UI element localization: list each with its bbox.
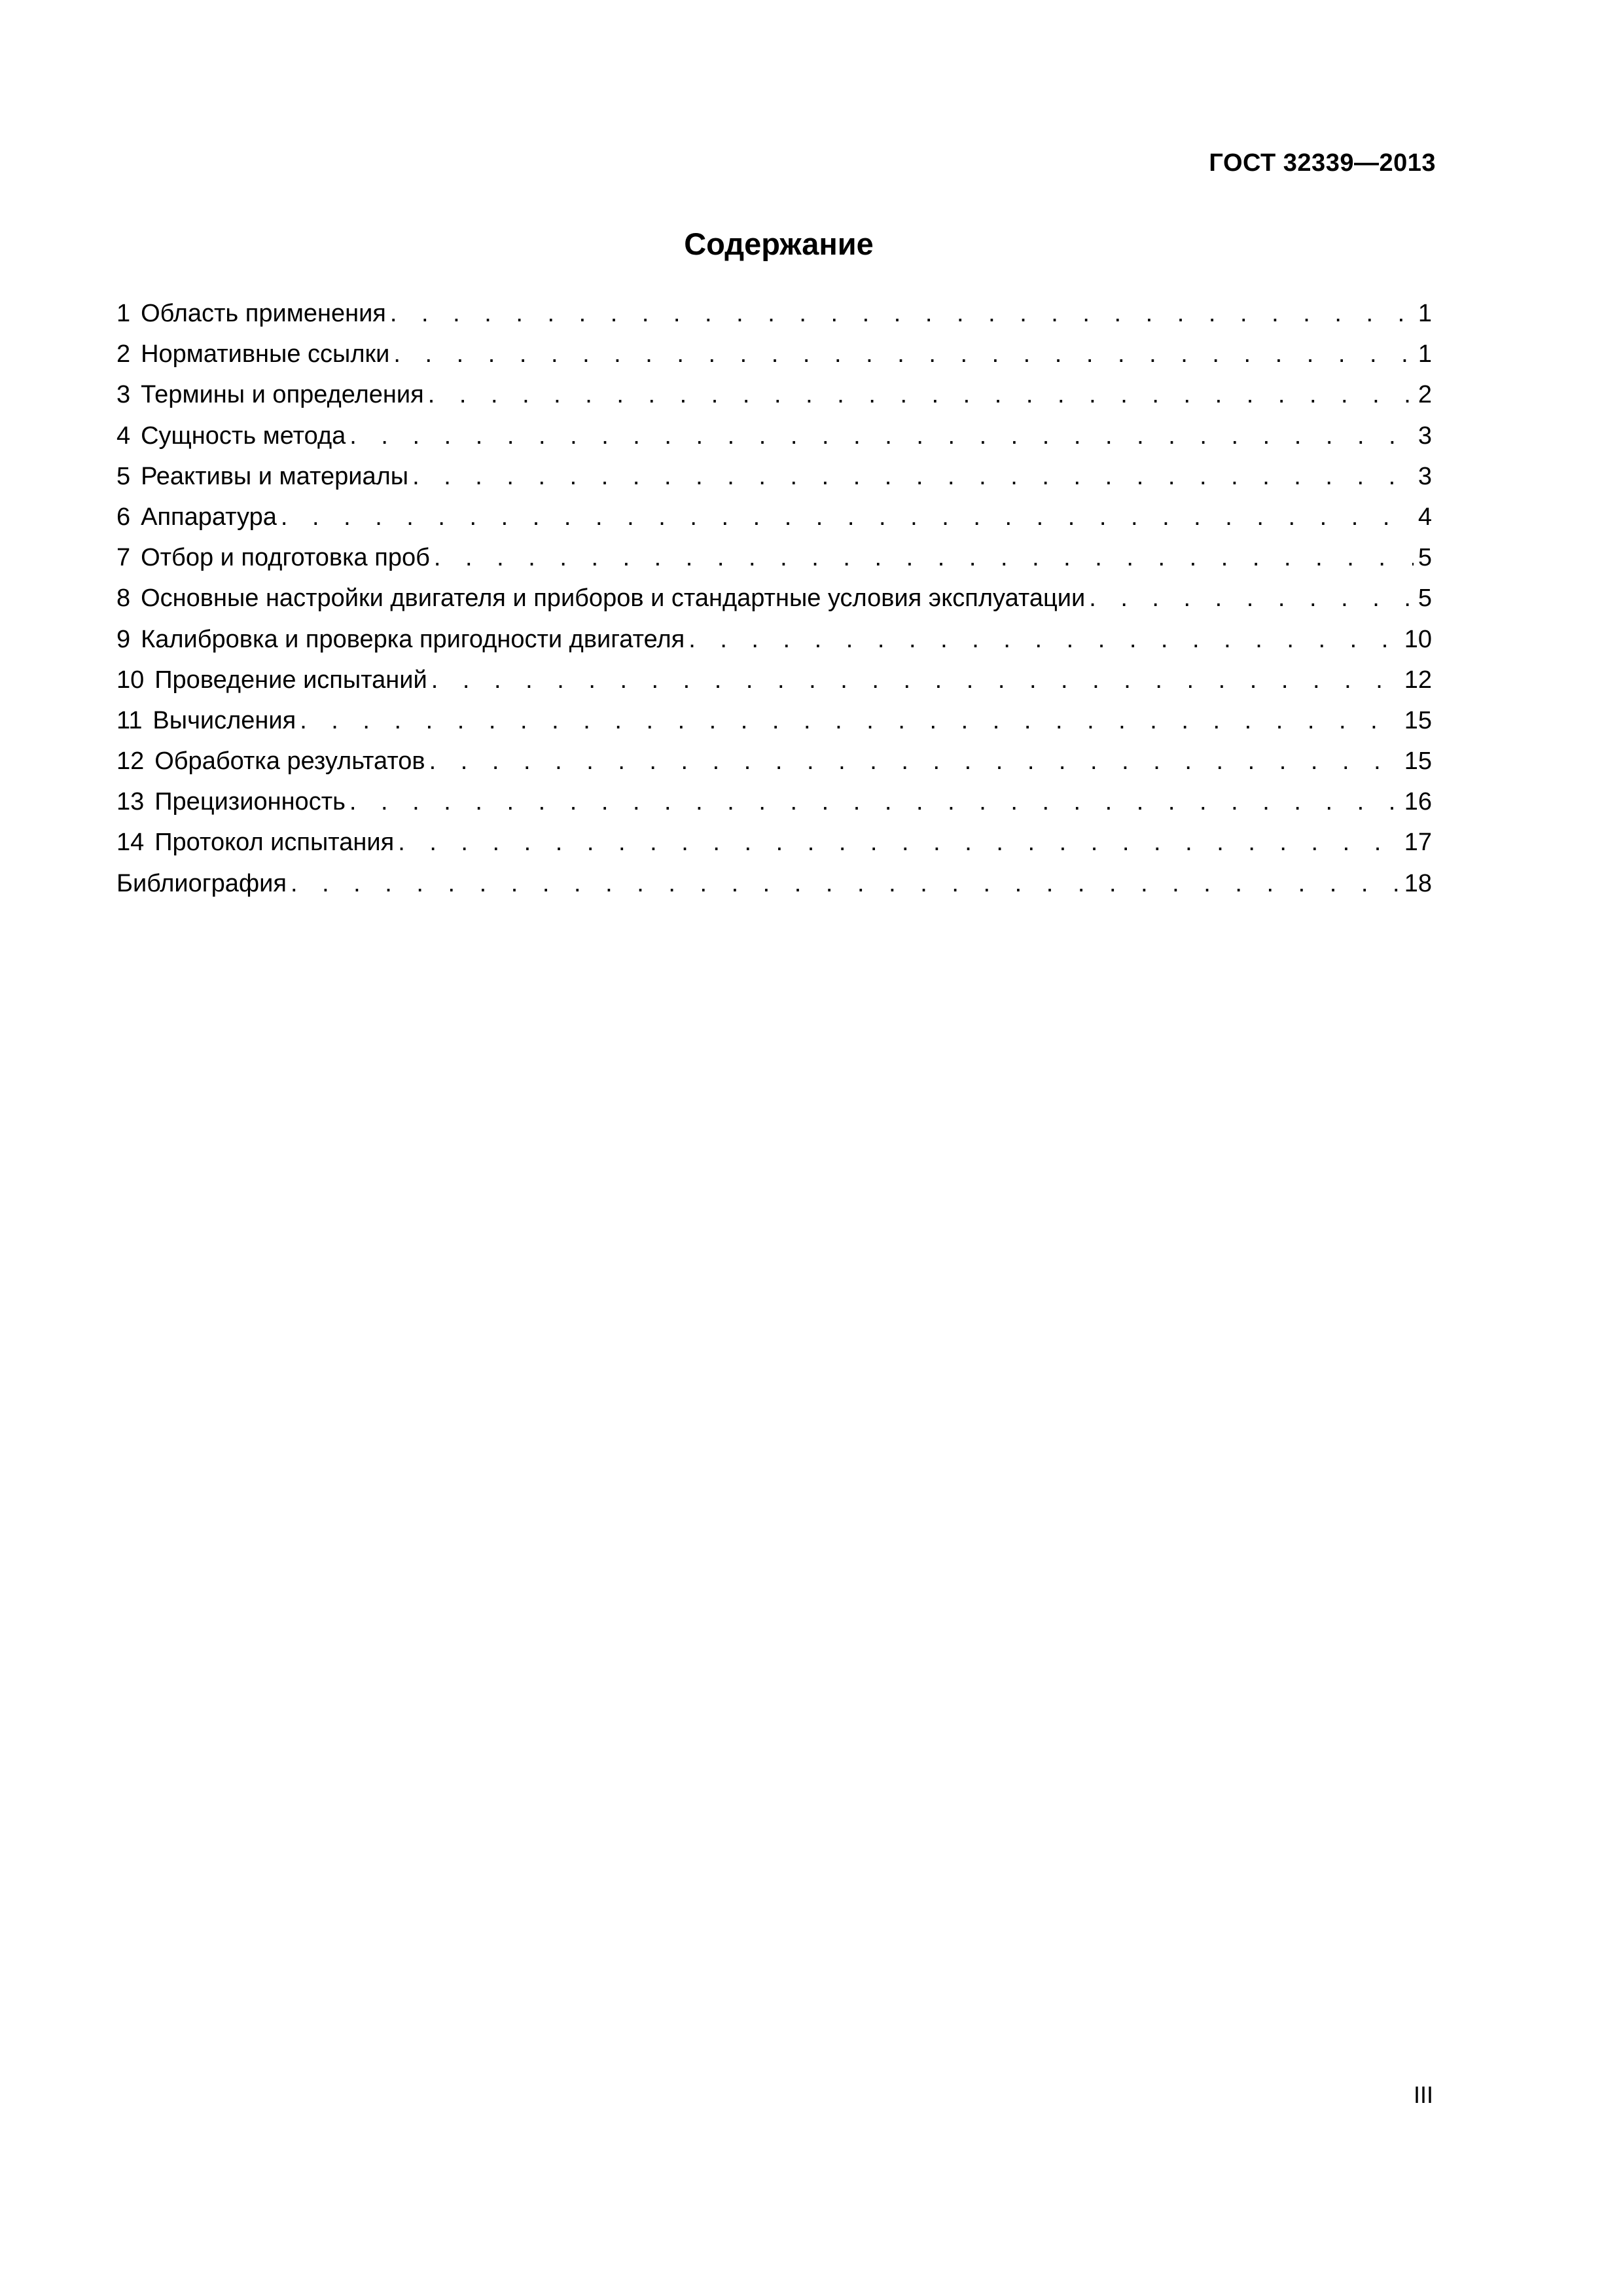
toc-entry[interactable] xyxy=(116,456,1432,497)
toc-entry-label: Обработка результатов xyxy=(154,747,425,776)
dot-leader xyxy=(688,619,1400,660)
toc-entry-page: 16 xyxy=(1404,788,1432,816)
toc-entry-label: Прецизионность xyxy=(154,788,346,816)
page-number: III xyxy=(1413,2081,1433,2108)
toc-entry-label: Основные настройки двигателя и приборов и стандартные условия эксплуатации xyxy=(141,584,1086,613)
toc-entry-page: 3 xyxy=(1418,422,1432,450)
dot-leader xyxy=(349,416,1414,456)
toc-entry-page: 10 xyxy=(1404,625,1432,653)
toc-entry-number: 3 xyxy=(116,381,131,409)
toc-entry-number: 7 xyxy=(116,544,131,572)
document-code: ГОСТ 32339—2013 xyxy=(1209,149,1436,177)
toc-entry[interactable] xyxy=(116,374,1432,415)
toc-entry-label: Термины и определения xyxy=(141,381,424,409)
toc-entry[interactable] xyxy=(116,578,1432,619)
toc-entry-label: Сущность метода xyxy=(141,422,346,450)
toc-entry-label: Проведение испытаний xyxy=(154,666,427,694)
toc-entry-page: 15 xyxy=(1404,747,1432,776)
table-of-contents xyxy=(116,293,1432,904)
dot-leader xyxy=(300,700,1400,741)
toc-entry-page: 3 xyxy=(1418,462,1432,490)
toc-entry-number: 4 xyxy=(116,422,131,450)
dot-leader xyxy=(1089,578,1414,619)
toc-entry-number: 8 xyxy=(116,584,131,613)
dot-leader xyxy=(429,741,1400,781)
toc-entry-label: Область применения xyxy=(141,300,386,327)
toc-entry-label: Аппаратура xyxy=(141,503,277,531)
dot-leader xyxy=(434,537,1414,578)
dot-leader xyxy=(390,293,1414,334)
toc-entry[interactable] xyxy=(116,497,1432,537)
toc-entry-label: Протокол испытания xyxy=(154,829,395,857)
toc-entry[interactable] xyxy=(116,822,1432,863)
toc-entry-page: 2 xyxy=(1418,381,1432,409)
toc-entry-page: 12 xyxy=(1404,666,1432,694)
toc-entry[interactable] xyxy=(116,619,1432,660)
toc-entry-number: 10 xyxy=(116,666,145,694)
toc-entry[interactable] xyxy=(116,660,1432,700)
dot-leader xyxy=(428,374,1414,415)
toc-entry-label: Реактивы и материалы xyxy=(141,462,409,490)
toc-entry-label: Отбор и подготовка проб xyxy=(141,544,430,572)
toc-entry-page: 5 xyxy=(1418,544,1432,572)
dot-leader xyxy=(281,497,1414,537)
toc-entry-page: 15 xyxy=(1404,706,1432,734)
toc-entry-page: 17 xyxy=(1404,829,1432,857)
dot-leader xyxy=(398,822,1400,863)
toc-entry-bibliography[interactable] xyxy=(116,863,1432,904)
toc-entry-number: 5 xyxy=(116,462,131,490)
toc-title: Содержание xyxy=(684,226,874,261)
toc-entry[interactable] xyxy=(116,700,1432,741)
toc-entry[interactable] xyxy=(116,416,1432,456)
toc-entry-page: 18 xyxy=(1404,869,1432,897)
toc-entry-number: 9 xyxy=(116,625,131,653)
dot-leader xyxy=(431,660,1400,700)
toc-entry[interactable] xyxy=(116,537,1432,578)
toc-entry-label: Нормативные ссылки xyxy=(141,340,390,368)
dot-leader xyxy=(412,456,1414,497)
toc-entry-number: 1 xyxy=(116,300,131,327)
toc-entry[interactable] xyxy=(116,334,1432,374)
dot-leader xyxy=(291,863,1400,904)
toc-entry[interactable] xyxy=(116,781,1432,822)
toc-entry-number: 2 xyxy=(116,340,131,368)
toc-entry-number: 14 xyxy=(116,829,145,857)
dot-leader xyxy=(393,334,1414,374)
toc-entry-page: 1 xyxy=(1418,300,1432,327)
toc-entry-page: 1 xyxy=(1418,340,1432,368)
toc-entry-page: 4 xyxy=(1418,503,1432,531)
toc-entry-label: Калибровка и проверка пригодности двигателя xyxy=(141,625,685,653)
toc-entry-number: 13 xyxy=(116,788,145,816)
toc-entry-label: Вычисления xyxy=(152,706,296,734)
toc-entry[interactable] xyxy=(116,741,1432,781)
toc-entry-page: 5 xyxy=(1418,584,1432,613)
toc-entry-number: 11 xyxy=(116,706,143,734)
toc-entry[interactable] xyxy=(116,293,1432,334)
dot-leader xyxy=(349,781,1400,822)
toc-entry-number: 6 xyxy=(116,503,131,531)
toc-entry-number: 12 xyxy=(116,747,145,776)
toc-entry-label: Библиография xyxy=(116,869,287,897)
